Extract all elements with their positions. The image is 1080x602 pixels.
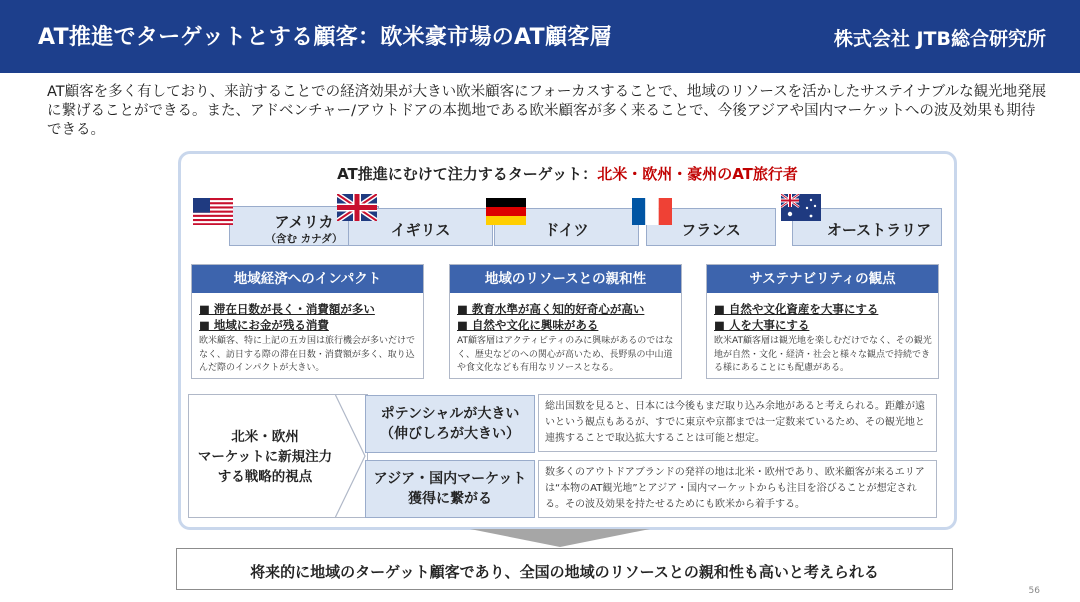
down-arrow-icon: [470, 529, 650, 547]
panel-title: [181, 163, 954, 184]
strategy-label-line: 北米・欧州: [231, 429, 299, 445]
strategy-label-line: マーケットに新規注力: [197, 449, 333, 465]
conclusion-box: [176, 548, 953, 590]
strategy-label: [189, 427, 341, 487]
column-bullet: ■ 教育水準が高く知的好奇心が高い: [457, 302, 645, 316]
country-name: フランス: [681, 221, 741, 239]
column-bullet: ■ 自然や文化資産を大事にする: [714, 302, 879, 316]
column-heading: サステナビリティの観点: [707, 265, 938, 293]
uk-flag-icon: [337, 194, 377, 221]
page-title: AT推進でターゲットとする顧客：欧米豪市場のAT顧客層: [38, 25, 612, 50]
column-bullet: ■ 地域にお金が残る消費: [199, 318, 329, 332]
column-description: AT顧客層はアクティビティのみに興味があるのではなく、歴史などのへの関心が高いため、長野県の中山道や食文化なども有用なリソースとなる。: [457, 336, 674, 373]
page-number: 56: [1028, 586, 1040, 596]
france-flag-icon: [632, 198, 672, 225]
country-name: イギリス: [390, 221, 451, 239]
column-bullet: ■ 人を大事にする: [714, 318, 810, 332]
us-flag-icon: [193, 198, 233, 225]
column-bullet: ■ 自然や文化に興味がある: [457, 318, 599, 332]
asia-domestic-label-line: 獲得に繋がる: [408, 491, 492, 507]
column-resource-affinity: [449, 264, 682, 379]
asia-domestic-label-line: アジア・国内マーケット: [373, 471, 527, 487]
country-name: ドイツ: [544, 221, 589, 239]
target-panel: [178, 151, 957, 530]
panel-title-highlight: 北米・欧州・豪州のAT旅行者: [597, 165, 798, 183]
country-name: オーストラリア: [826, 221, 932, 239]
australia-flag-icon: [781, 194, 821, 221]
germany-flag-icon: [486, 198, 526, 225]
intro-text: AT顧客を多く有しており、来訪することでの経済効果が大きい欧米顧客にフォーカスすることで、地域のリソースを活かしたサステイナブルな観光地発展に繋げることができる。また、アドベンチャー/アウトドアの本拠地である欧米顧客が多く来ることで、今後アジアや国内マーケットへの波及効果も期待できる。: [47, 84, 1047, 138]
column-sustainability: [706, 264, 939, 379]
column-heading: 地域のリソースとの親和性: [450, 265, 681, 293]
asia-domestic-label: [365, 460, 535, 518]
asia-domestic-description: 数多くのアウトドアブランドの発祥の地は北米・欧州であり、欧米顧客が来るエリアは“本物のAT観光地”とアジア・国内マーケットからも注目を浴びることが想定される。その波及効果を持たせるためにも欧米から着手する。: [538, 460, 937, 518]
country-name: アメリカ: [274, 213, 334, 231]
country-subtitle: （含む カナダ）: [265, 233, 343, 245]
strategy-label-line: する戦略的視点: [217, 469, 313, 485]
header-bar: [0, 0, 1080, 73]
column-heading: 地域経済へのインパクト: [192, 265, 423, 293]
potential-label-line: （伸びしろが大きい）: [380, 426, 520, 442]
potential-label: [365, 395, 535, 453]
column-description: 欧米顧客、特に上記の五カ国は旅行機会が多いだけでなく、訪日する際の滞在日数・消費額が多く、取り込んだ際のインパクトが大きい。: [199, 336, 416, 373]
conclusion-text: 将来的に地域のターゲット顧客であり、全国の地域のリソースとの親和性も高いと考えられる: [250, 563, 879, 581]
column-description: 欧米AT顧客層は観光地を楽しむだけでなく、その観光地が自然・文化・経済・社会と様々な観点で持続できる様にあることにも配慮がある。: [714, 336, 932, 373]
strategy-box: [188, 394, 368, 518]
organization-name: 株式会社 JTB総合研究所: [833, 28, 1046, 50]
panel-title-prefix: AT推進にむけて注力するターゲット：: [337, 165, 598, 183]
potential-label-line: ポテンシャルが大きい: [380, 406, 520, 422]
potential-description: 総出国数を見ると、日本には今後もまだ取り込み余地があると考えられる。距離が遠いという観点もあるが、すでに東京や京都までは一定数来ているため、その観光地と連携することで取込拡大することは可能と想定。: [538, 394, 937, 452]
column-economic-impact: [191, 264, 424, 379]
column-bullet: ■ 滞在日数が長く・消費額が多い: [199, 302, 375, 316]
